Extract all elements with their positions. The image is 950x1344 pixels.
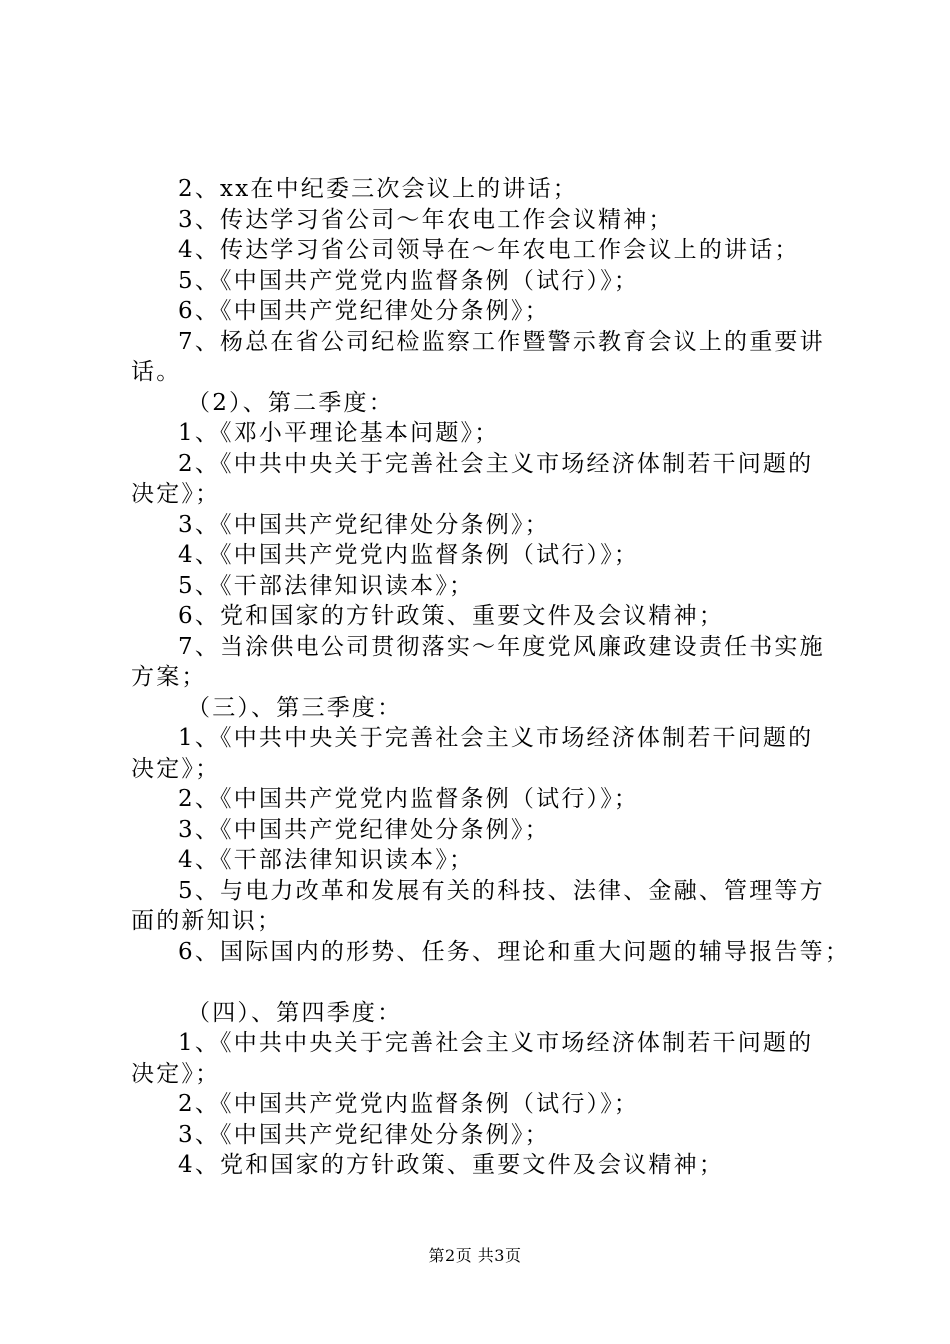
text-line: （2）、第二季度： [187, 389, 394, 416]
text-line: 决定》； [131, 1060, 221, 1087]
text-line: 面的新知识； [131, 908, 283, 934]
text-line: 2、《中共中央关于完善社会主义市场经济体制若干问题的 [178, 450, 814, 477]
text-line: 3、《中国共产党纪律处分条例》； [178, 511, 550, 538]
page-footer: 第2页 共3页 [428, 1246, 522, 1265]
text-line: 6、国际国内的形势、任务、理论和重大问题的辅导报告等； [178, 938, 851, 965]
text-line: 6、党和国家的方针政策、重要文件及会议精神； [178, 603, 725, 629]
text-line: 6、《中国共产党纪律处分条例》； [178, 298, 550, 324]
text-line: 5、《中国共产党党内监督条例（试行）》； [178, 267, 640, 294]
text-line: 3、《中国共产党纪律处分条例》； [178, 816, 550, 843]
text-line: 4、传达学习省公司领导在～年农电工作会议上的讲话； [178, 237, 800, 263]
text-line: 4、《干部法律知识读本》； [178, 847, 475, 873]
blank-line [131, 967, 851, 998]
text-line: 3、传达学习省公司～年农电工作会议精神； [178, 206, 674, 233]
text-line: 7、杨总在省公司纪检监察工作暨警示教育会议上的重要讲 [178, 328, 825, 355]
text-line: 2、《中国共产党党内监督条例（试行）》； [178, 1091, 640, 1117]
document-body [131, 174, 851, 1181]
text-line: 话。 [131, 359, 182, 385]
text-line: 7、当涂供电公司贯彻落实～年度党风廉政建设责任书实施 [178, 633, 825, 660]
text-line: （三）、第三季度： [187, 694, 403, 721]
text-line: 1、《中共中央关于完善社会主义市场经济体制若干问题的 [178, 1030, 814, 1056]
text-line: 3、《中国共产党纪律处分条例》； [178, 1121, 550, 1148]
text-line: 4、《中国共产党党内监督条例（试行）》； [178, 542, 640, 568]
text-line: （四）、第四季度： [187, 999, 403, 1026]
text-line: 1、《邓小平理论基本问题》； [178, 420, 500, 446]
text-line: 方案； [131, 664, 207, 690]
text-line: 4、党和国家的方针政策、重要文件及会议精神； [178, 1152, 725, 1178]
text-line: 1、《中共中央关于完善社会主义市场经济体制若干问题的 [178, 725, 814, 751]
text-line: 2、xx在中纪委三次会议上的讲话； [178, 176, 578, 202]
text-line: 2、《中国共产党党内监督条例（试行）》； [178, 786, 640, 812]
text-line: 决定》； [131, 755, 221, 782]
text-line: 5、《干部法律知识读本》； [178, 572, 475, 599]
text-line: 5、与电力改革和发展有关的科技、法律、金融、管理等方 [178, 877, 825, 904]
text-line: 决定》； [131, 481, 221, 507]
